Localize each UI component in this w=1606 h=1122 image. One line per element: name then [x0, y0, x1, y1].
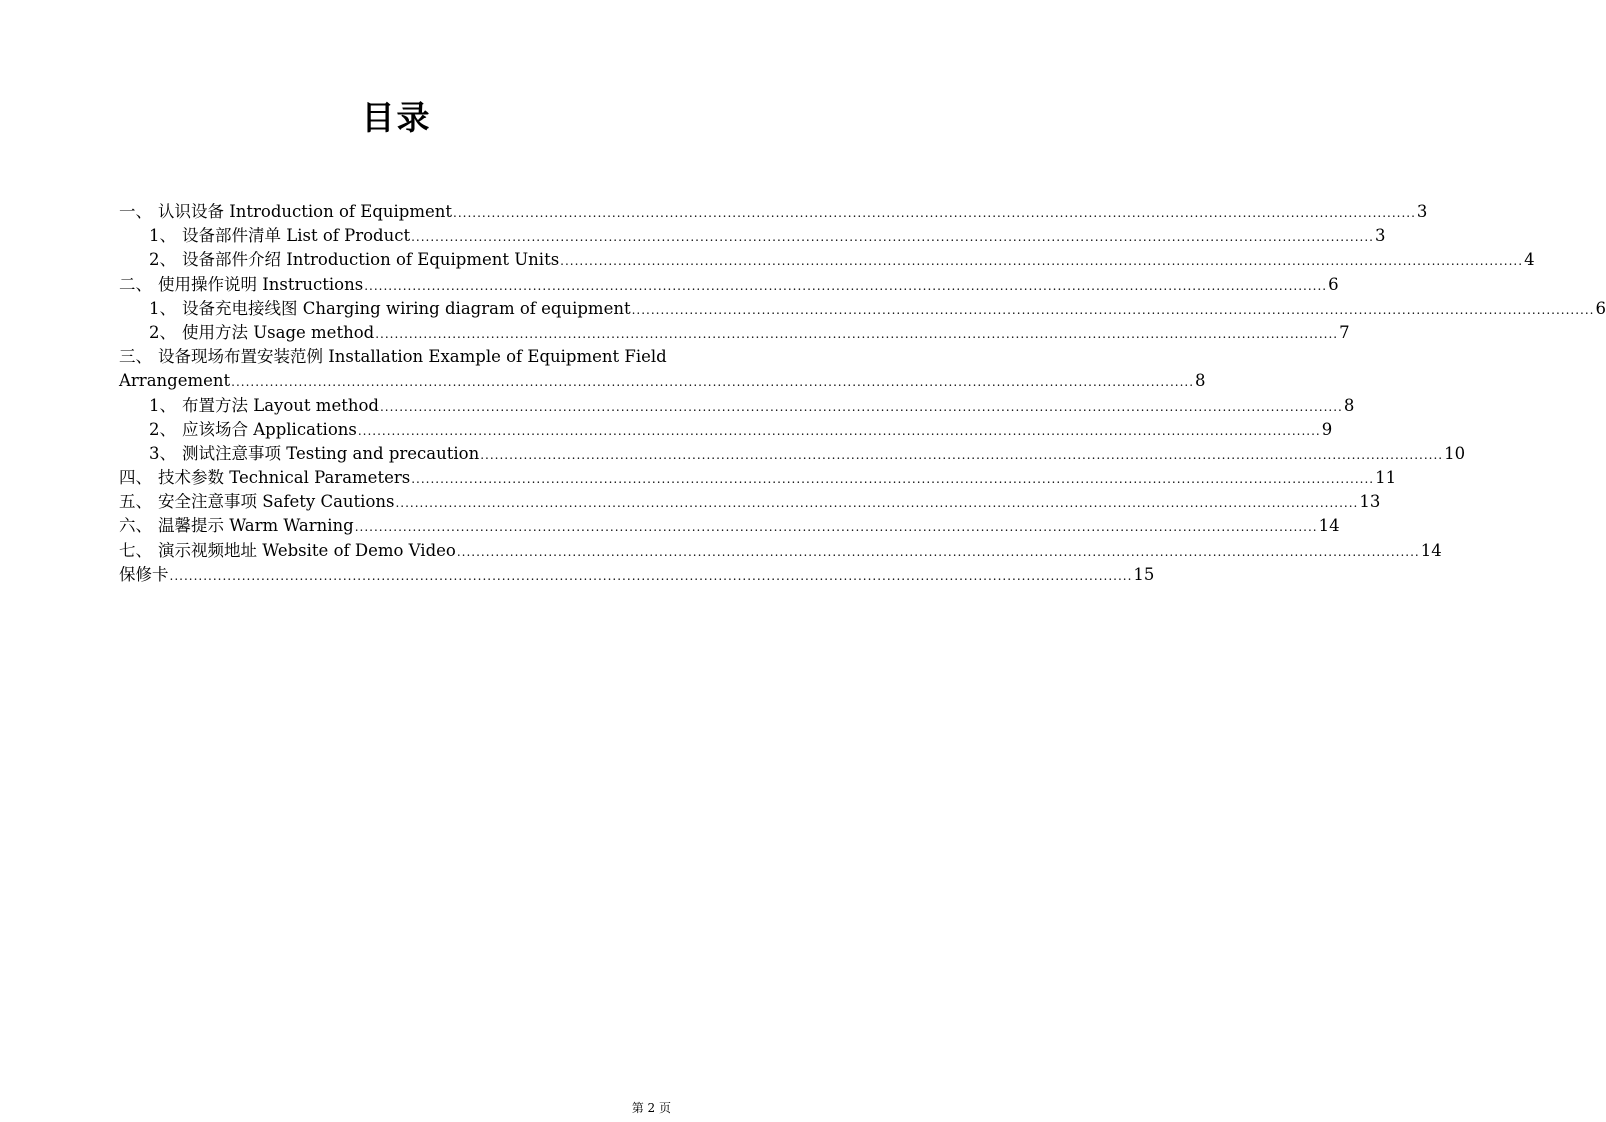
toc-entry-label: 温馨提示 Warm Warning — [158, 516, 354, 536]
page-footer-number: 第 2 页 — [631, 1101, 671, 1115]
toc-entry-label: 保修卡 — [119, 564, 169, 584]
table-of-contents — [119, 200, 1606, 587]
toc-page-number: 3 — [1416, 202, 1428, 221]
toc-page-number: 3 — [1374, 226, 1386, 246]
toc-entry-label: 应该场合 Applications — [182, 419, 357, 439]
toc-entry-label: 设备部件清单 List of Product — [182, 226, 411, 246]
toc-entry-label: 测试注意事项 Testing and precaution — [182, 443, 480, 463]
toc-entry-6[interactable]: 六、 温馨提示 Warm Warning ..... 14 — [119, 514, 672, 538]
toc-entry-1[interactable]: 一、 认识设备 Introduction of Equipment ..... 3 — [119, 200, 672, 224]
toc-entry-label: 设备现场布置安装范例 Installation Example of Equipment Field — [158, 347, 667, 367]
toc-entry-4[interactable]: 四、 技术参数 Technical Parameters ..... 11 — [119, 466, 672, 490]
toc-entry-1-2[interactable]: 2、 设备部件介绍 Introduction of Equipment Units ..... 4 — [119, 248, 672, 272]
toc-page-number: 7 — [1339, 322, 1350, 342]
toc-page-number: 8 — [1195, 371, 1206, 391]
toc-entry-label: 演示视频地址 Website of Demo Video — [158, 540, 456, 560]
toc-page-number: 10 — [1444, 443, 1466, 463]
toc-entry-3-2[interactable]: 2、 应该场合 Applications ..... 9 — [119, 418, 672, 442]
toc-entry-label-continued: Arrangement — [119, 371, 231, 391]
toc-entry-2-1[interactable]: 1、 设备充电接线图 Charging wiring diagram of equipment ..... 6 — [119, 297, 672, 321]
toc-page-number: 6 — [1595, 298, 1606, 318]
toc-entry-label: 认识设备 Introduction of Equipment — [158, 202, 453, 221]
toc-entry-1-1[interactable]: 1、 设备部件清单 List of Product ..... 3 — [119, 224, 672, 248]
toc-entry-label: 安全注意事项 Safety Cautions — [158, 492, 395, 512]
toc-page-number: 6 — [1328, 274, 1339, 294]
toc-entry-3-1[interactable]: 1、 布置方法 Layout method ..... 8 — [119, 394, 672, 418]
toc-page-number: 8 — [1343, 395, 1355, 415]
toc-entry-5[interactable]: 五、 安全注意事项 Safety Cautions ..... 13 — [119, 490, 672, 514]
toc-entry-warranty[interactable] — [119, 563, 1155, 587]
toc-entry-label: 设备部件介绍 Introduction of Equipment Units — [182, 250, 560, 270]
toc-page-number: 11 — [1375, 468, 1397, 488]
toc-entry-label: 使用操作说明 Instructions — [158, 274, 364, 294]
toc-page-number: 4 — [1524, 250, 1535, 270]
toc-page-number: 14 — [1420, 540, 1442, 560]
toc-entry-2-2[interactable]: 2、 使用方法 Usage method ..... 7 — [119, 321, 672, 345]
toc-entry-label: 使用方法 Usage method — [182, 322, 375, 342]
page-title: 目录 — [361, 98, 432, 137]
toc-entry-label: 设备充电接线图 Charging wiring diagram of equipment — [182, 298, 631, 318]
toc-page-number: 15 — [1133, 564, 1155, 584]
toc-entry-label: 布置方法 Layout method — [182, 395, 379, 415]
toc-entry-label: 技术参数 Technical Parameters — [158, 468, 411, 488]
toc-entry-3-3[interactable]: 3、 测试注意事项 Testing and precaution ..... 10 — [119, 442, 672, 466]
toc-page-number: 14 — [1318, 516, 1340, 536]
toc-page-number: 9 — [1321, 419, 1333, 439]
toc-entry-7[interactable]: 七、 演示视频地址 Website of Demo Video ..... 14 — [119, 539, 672, 563]
toc-page-number: 13 — [1359, 492, 1381, 512]
toc-entry-3[interactable]: 三、 设备现场布置安装范例 Installation Example of Equipment Field Arrangement ..... 8 — [119, 345, 672, 393]
toc-entry-2[interactable]: 二、 使用操作说明 Instructions ..... 6 — [119, 273, 672, 297]
